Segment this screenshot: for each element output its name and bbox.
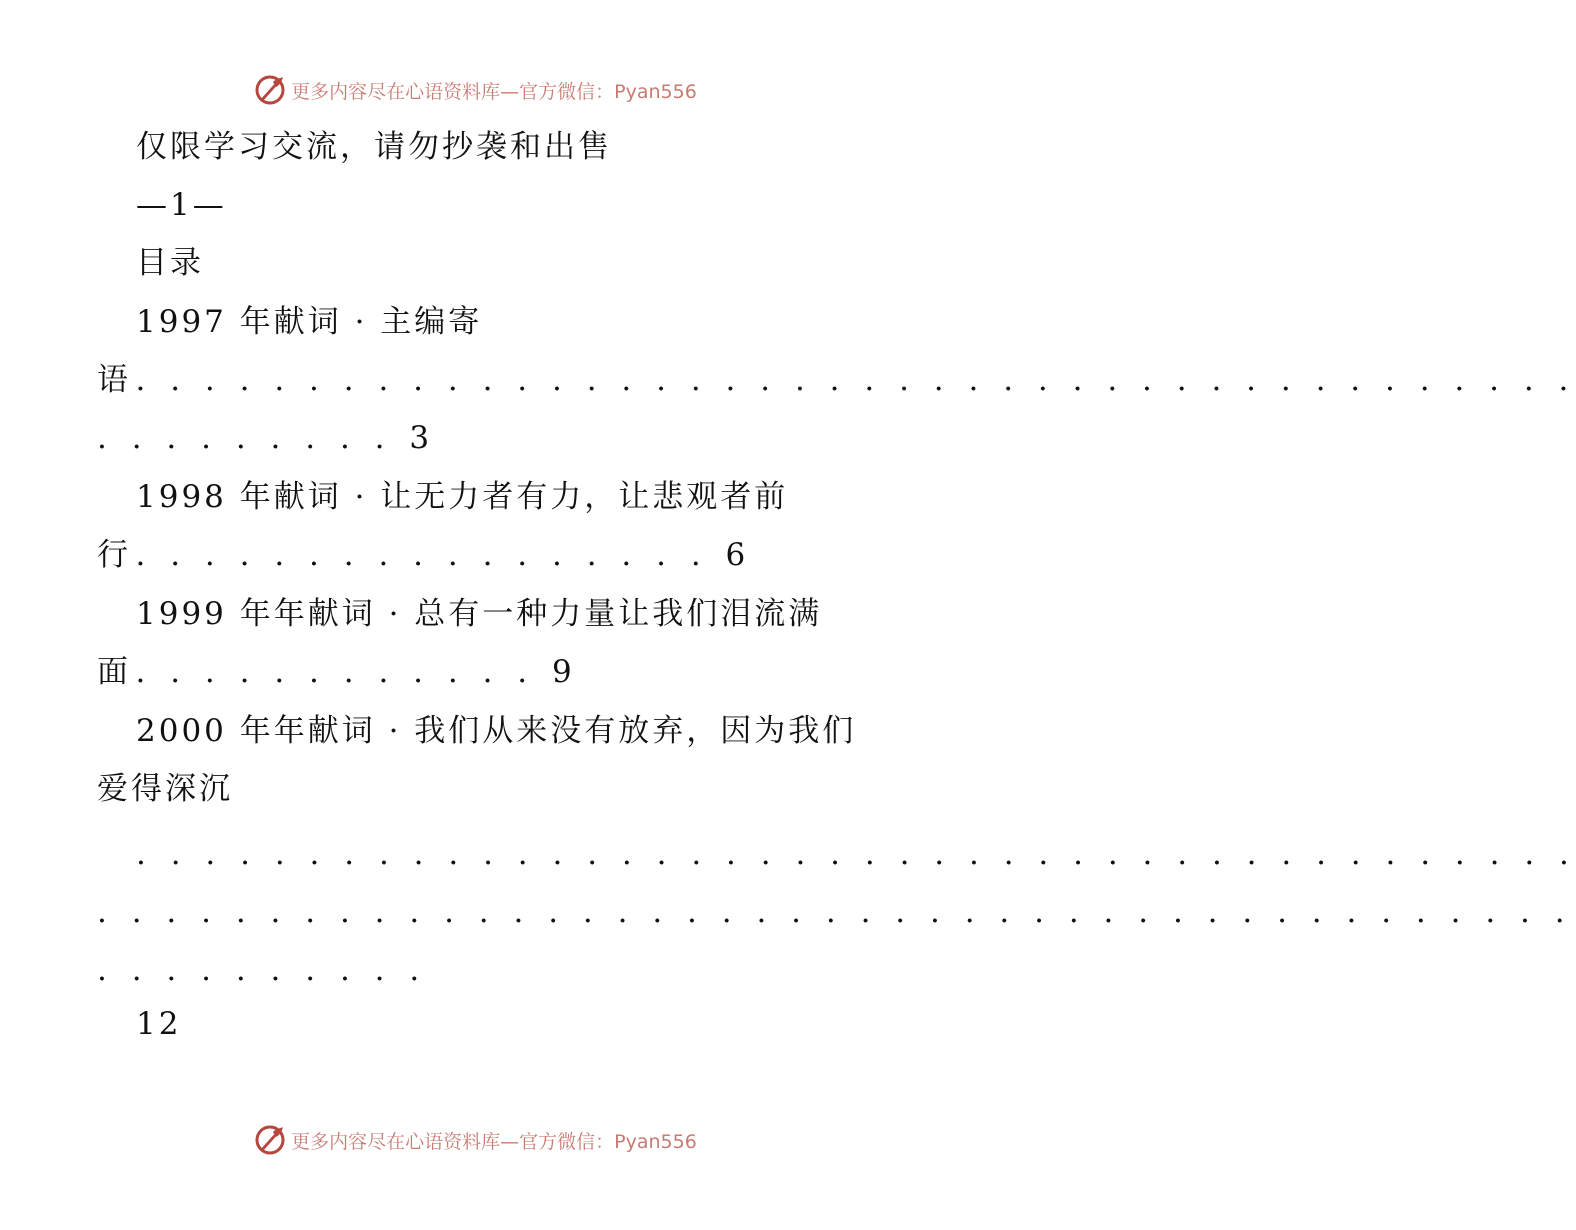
- header-watermark: [0, 70, 950, 110]
- toc-entry-2000-leader-2: . . . . . . . . . . . . . . . . . . . . . . . . . . . . . . . . . . . . . . . . . . .: [97, 894, 1573, 930]
- toc-entry-1997-leader: 语. . . . . . . . . . . . . . . . . . . . . . . . . . . . . . . . . . . . . . . . . .: [97, 362, 1576, 398]
- quill-pen-logo-icon: [253, 73, 287, 107]
- toc-entry-1999-title: 1999 年年献词 · 总有一种力量让我们泪流满: [136, 596, 823, 632]
- page-marker: —1—: [136, 187, 227, 223]
- toc-entry-2000-page: 12: [136, 1006, 182, 1042]
- quill-pen-logo-icon: [253, 1123, 287, 1157]
- toc-entry-1999-page: 面. . . . . . . . . . . . 9: [97, 654, 580, 690]
- toc-entry-1998-title: 1998 年献词 · 让无力者有力，让悲观者前: [136, 479, 789, 515]
- footer-watermark: [0, 1120, 950, 1160]
- toc-entry-2000-leader-3: . . . . . . . . . .: [97, 952, 427, 988]
- watermark-text: 更多内容尽在心语资料库—官方微信：Pyan556: [291, 80, 697, 103]
- toc-entry-1997-title: 1997 年献词 · 主编寄: [136, 304, 483, 340]
- usage-notice: 仅限学习交流，请勿抄袭和出售: [136, 129, 612, 165]
- watermark-text: 更多内容尽在心语资料库—官方微信：Pyan556: [291, 1130, 697, 1153]
- toc-entry-1997-page: . . . . . . . . . 3: [97, 420, 437, 456]
- toc-entry-2000-title: 2000 年年献词 · 我们从来没有放弃，因为我们: [136, 713, 857, 749]
- toc-title: 目录: [136, 245, 204, 281]
- toc-entry-2000-title-cont: 爱得深沉: [97, 771, 233, 807]
- toc-entry-2000-leader-1: . . . . . . . . . . . . . . . . . . . . . . . . . . . . . . . . . . . . . . . . . .: [136, 836, 1576, 872]
- toc-entry-1998-page: 行. . . . . . . . . . . . . . . . . 6: [97, 537, 753, 573]
